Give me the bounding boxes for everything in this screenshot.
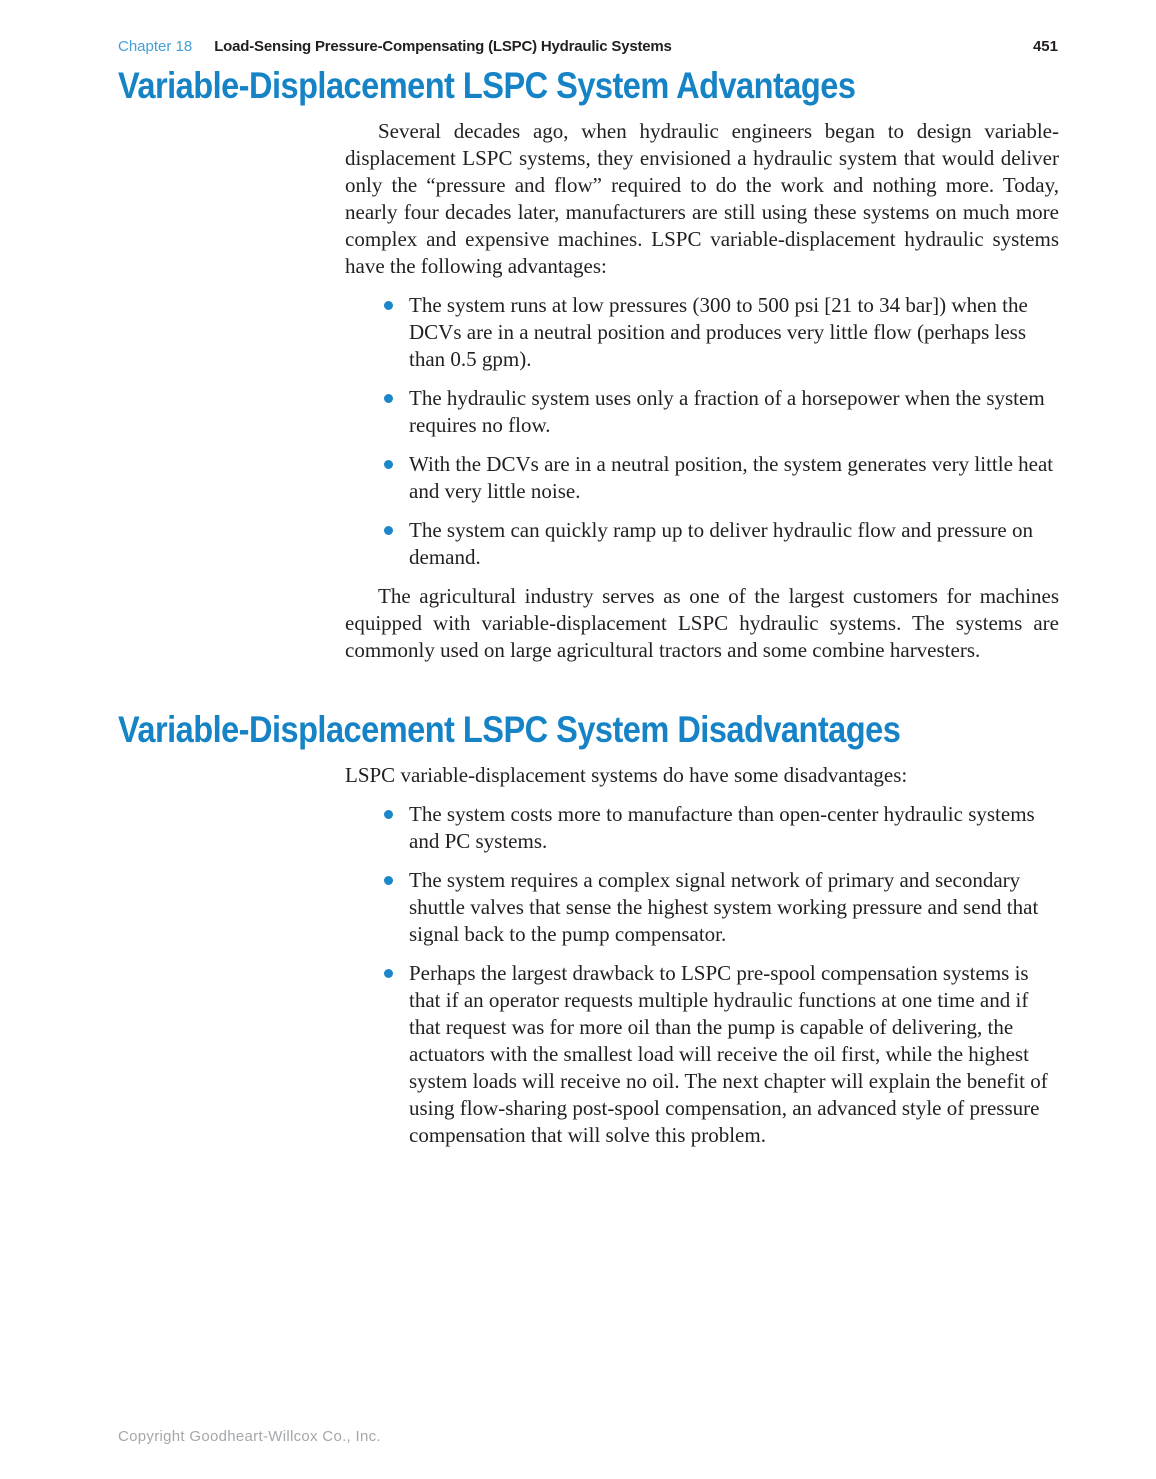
list-item [345, 801, 1059, 855]
disadvantages-list [345, 801, 1059, 1149]
list-item [345, 292, 1059, 373]
list-item-text: With the DCVs are in a neutral position, the system generates very little heat and very little noise. [409, 452, 1054, 503]
disadvantages-intro-paragraph: LSPC variable-displacement systems do have some disadvantages: [345, 763, 908, 787]
bullet-icon [384, 810, 393, 819]
list-item-text: Perhaps the largest drawback to LSPC pre-spool compensation systems is that if an operator requests multiple hydraulic functions at one time and if that request was for more oil than the pump is capable of delivering, the actuators with the smallest load will receive the oil first, while the highest system loads will receive no oil. The next chapter will explain the benefit of using flow-sharing post-spool compensation, an advanced style of pressure compensation that will solve this problem. [409, 961, 1048, 1147]
advantages-outro-paragraph: The agricultural industry serves as one of the largest customers for machines equipped with variable-displacement LSPC hydraulic systems. The systems are commonly used on large agricultural tractors and some combine harvesters. [345, 584, 1059, 662]
list-item [345, 867, 1059, 948]
disadvantages-section-body [345, 762, 1059, 1149]
list-item-text: The system costs more to manufacture than open-center hydraulic systems and PC systems. [409, 802, 1035, 853]
bullet-icon [384, 394, 393, 403]
bullet-icon [384, 876, 393, 885]
chapter-label: Chapter 18 [118, 38, 193, 55]
list-item-text: The hydraulic system uses only a fraction of a horsepower when the system requires no flow. [409, 386, 1045, 437]
bullet-icon [384, 969, 393, 978]
list-item [345, 517, 1059, 571]
list-item-text: The system runs at low pressures (300 to 500 psi [21 to 34 bar]) when the DCVs are in a neutral position and produces very little flow (perhaps less than 0.5 gpm). [409, 293, 1028, 371]
running-title: Load-Sensing Pressure-Compensating (LSPC) Hydraulic Systems [214, 38, 672, 55]
copyright-footer: Copyright Goodheart-Willcox Co., Inc. [118, 1428, 381, 1445]
section-heading-disadvantages: Variable-Displacement LSPC System Disadvantages [118, 709, 901, 750]
advantages-intro-paragraph: Several decades ago, when hydraulic engineers began to design variable-displacement LSPC systems, they envisioned a hydraulic system that would deliver only the “pressure and flow” required to do the work and nothing more. Today, nearly four decades later, manufacturers are still using these systems on much more complex and expensive machines. LSPC variable-displacement hydraulic systems have the following advantages: [345, 119, 1059, 278]
section-heading-advantages: Variable-Displacement LSPC System Advantages [118, 65, 856, 106]
page-number: 451 [1032, 38, 1058, 55]
advantages-section-body [345, 118, 1059, 664]
bullet-icon [384, 301, 393, 310]
list-item [345, 385, 1059, 439]
list-item-text: The system requires a complex signal network of primary and secondary shuttle valves that sense the highest system working pressure and send that signal back to the pump compensator. [409, 868, 1039, 946]
bullet-icon [384, 460, 393, 469]
bullet-icon [384, 526, 393, 535]
list-item [345, 451, 1059, 505]
running-header [118, 38, 1058, 56]
advantages-list [345, 292, 1059, 571]
list-item [345, 960, 1059, 1149]
list-item-text: The system can quickly ramp up to deliver hydraulic flow and pressure on demand. [409, 518, 1033, 569]
